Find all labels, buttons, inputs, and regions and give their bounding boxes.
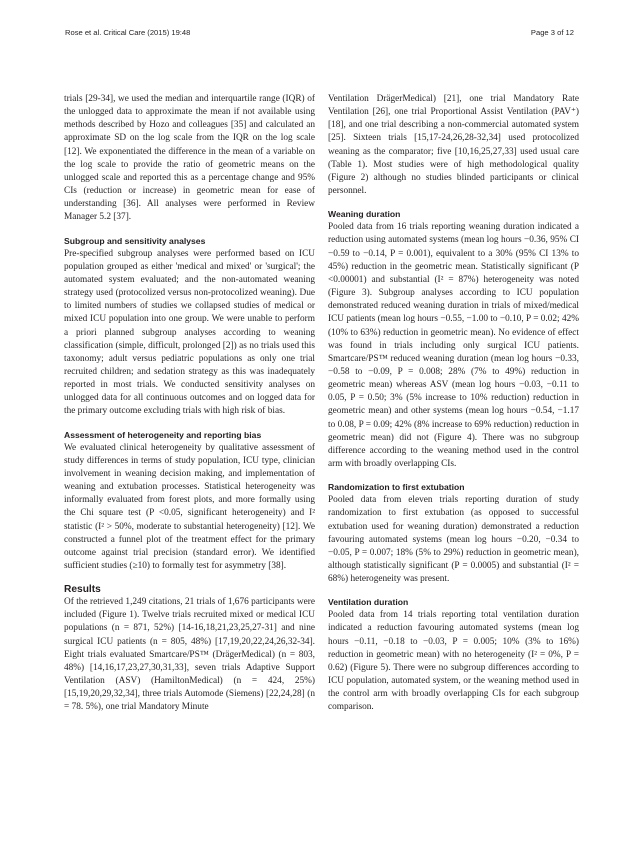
subgroup-heading: Subgroup and sensitivity analyses: [64, 235, 206, 246]
right-column: [328, 93, 579, 715]
results-heading: Results: [64, 584, 101, 596]
weaning-paragraph: Pooled data from 16 trials reporting weaning duration indicated a reduction using automated systems (mean log hours −0.36, 95% CI −0.59 to −0.14, P = 0.001), equivalent to a 30% (95% CI 13% to 45%) reduction in the geometric mean. Statistically significant (P <0.00001) and substantial (I² = 87%) heterogeneity was noted (Figure 3). Subgroup analyses according to ICU population demonstrated reduced weaning duration in trials of mixed/medical ICU patients (mean log hours −0.55, −1.00 to −0.10, P = 0.02; 42% (10% to 63%) reduction in geometric mean). No evidence of effect was found in trials including only surgical ICU patients. Smartcare/PS™ reduced weaning duration (mean log hours −0.33, −0.58 to −0.09, P = 0.008; 28% (7% to 49%) reduction in geometric mean) whereas ASV (mean log hours −0.03, −0.11 to 0.05, P = 0.50; 3% (5% increase to 10% reduction) reduction in geometric mean) and other systems (mean log hours −0.54, −1.17 to 0.08, P = 0.09; 42% (8% increase to 69% reduction) reduction in geometric mean) did not (Figure 4). There was no subgroup difference according to the weaning method used in the control arm with broadly overlapping CIs.: [328, 222, 579, 470]
subgroup-paragraph: Pre-specified subgroup analyses were performed based on ICU population grouped as either 'medical and mixed' or 'surgical'; the automated system evaluated; and the non-automated weaning strategy used (protocolized versus non-protocolized weaning). Due to limited numbers of studies we collapsed studies of medical or mixed ICU population into one group. We were unable to perform a priori planned subgroup analyses according to weaning classification (simple, difficult, prolonged [2]) as no trials used this taxonomy; adult versus pediatric populations as only one trial recruited children; and sedation strategy as this was inadequately reported in most trials. We conducted sensitivity analyses on unlogged data for all continuous outcomes and on logged data for the primary outcome excluding trials with high risk of bias.: [64, 248, 315, 417]
left-column: [64, 93, 315, 715]
page-header: [65, 28, 574, 42]
results-continued-paragraph: Ventilation DrägerMedical) [21], one trial Mandatory Rate Ventilation [26], one trial Proportional Assist Ventilation (PAV⁺) [18], and one trial describing a non-commercial automated system [25]. Sixteen trials [15,17-24,26,28-32,34] used protocolized weaning as the comparator; five [10,16,25,27,33] used usual care (Table 1). Most studies were of high methodological quality (Figure 2) although no studies blinded participants or clinical personnel.: [328, 94, 579, 197]
running-citation: Rose et al. Critical Care (2015) 19:48: [65, 28, 191, 37]
results-paragraph: Of the retrieved 1,249 citations, 21 trials of 1,676 participants were included (Figure 1). Twelve trials recruited mixed or medical ICU populations (n = 871, 52%) [14-16,18,21,23,25,27-31] and nine surgical ICU patients (n = 805, 48%) [17,19,20,22,24,26,32-34]. Eight trials evaluated Smartcare/PS™ (DrägerMedical) (n = 803, 48%) [14,16,17,23,27,30,31,33], seven trials Adaptive Support Ventilation (ASV) (HamiltonMedical) (n = 424, 25%) [15,19,20,29,32,34], three trials Automode (Siemens) [22,24,28] (n = 78. 5%), one trial Mandatory Minute: [64, 597, 315, 713]
ventilation-paragraph: Pooled data from 14 trials reporting total ventilation duration indicated a reduction favouring automated systems (mean log hours −0.11, −0.18 to −0.03, P = 0.005; 10% (3% to 16%) reduction in geometric mean) with no heterogeneity (I² = 0%, P = 0.62) (Figure 5). There were no subgroup differences according to ICU population, automated system, or the weaning method used in the control arm with broadly overlapping CIs for each subgroup comparison.: [328, 610, 579, 713]
heterogeneity-heading: Assessment of heterogeneity and reporting bias: [64, 429, 262, 440]
ventilation-heading: Ventilation duration: [328, 597, 409, 608]
randomization-paragraph: Pooled data from eleven trials reporting duration of study randomization to first extubation (as opposed to successful extubation used for weaning duration) demonstrated a reduction favouring automated systems (mean log hours −0.20, −0.34 to −0.05, P = 0.007; 18% (5% to 29%) reduction in geometric mean), although statistically significant (P = 0.0005) and substantial (I² = 68%) heterogeneity was present.: [328, 495, 579, 585]
weaning-heading: Weaning duration: [328, 209, 401, 220]
heterogeneity-paragraph: We evaluated clinical heterogeneity by qualitative assessment of study differences in terms of study population, ICU type, clinician involvement in weaning decision making, and implementation of weaning and extubation processes. Statistical heterogeneity was informally evaluated from forest plots, and more formally using the Chi square test (P <0.05, significant heterogeneity) and I² statistic (I² > 50%, moderate to substantial heterogeneity) [12]. We constructed a funnel plot of the treatment effect for the primary outcome against trial precision (standard error). We identified sufficient studies (≥10) to formally test for asymmetry [38].: [64, 442, 315, 571]
randomization-heading: Randomization to first extubation: [328, 482, 465, 493]
page-number: Page 3 of 12: [530, 28, 574, 37]
methods-paragraph: trials [29-34], we used the median and interquartile range (IQR) of the unlogged data to approximate the mean if not available using methods described by Hozo and colleagues [35] and calculated an approximate SD on the log scale from the IQR on the log scale [12]. We exponentiated the difference in the mean of a variable on the log scale to provide the ratio of geometric means on the unlogged scale and reported this as a percentage change and 95% CIs (reduction or increase) in geometric mean for ease of understanding [36]. All analyses were performed in Review Manager 5.2 [37].: [64, 94, 315, 223]
